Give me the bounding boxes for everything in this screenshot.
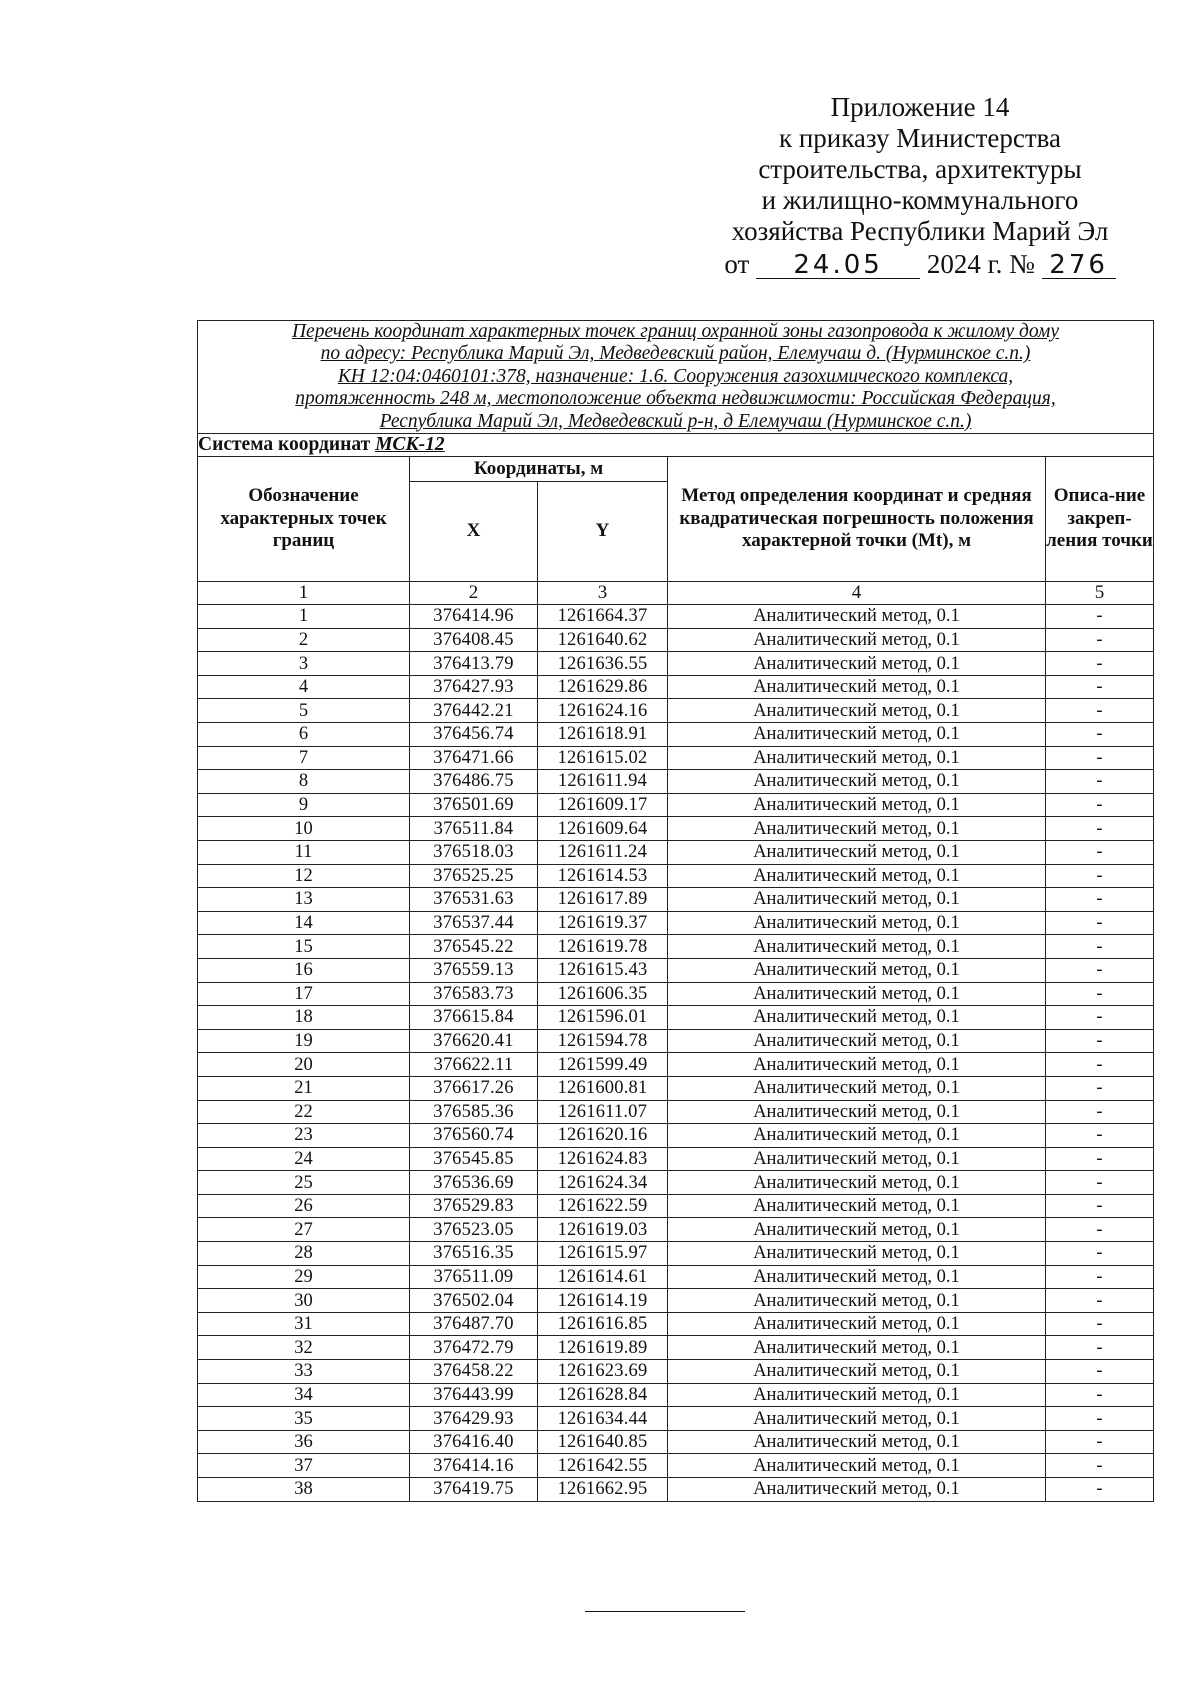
table-row bbox=[198, 840, 1154, 864]
description-cell: - bbox=[1046, 699, 1154, 723]
column-number: 5 bbox=[1046, 582, 1154, 605]
method-cell: Аналитический метод, 0.1 bbox=[668, 1312, 1046, 1336]
column-number-row bbox=[198, 582, 1154, 605]
coordinate-system-row bbox=[198, 434, 1154, 457]
method-cell: Аналитический метод, 0.1 bbox=[668, 1218, 1046, 1242]
point-cell: 36 bbox=[198, 1430, 410, 1454]
y-cell: 1261624.16 bbox=[538, 699, 668, 723]
description-cell: - bbox=[1046, 1454, 1154, 1478]
y-cell: 1261615.97 bbox=[538, 1242, 668, 1266]
x-cell: 376518.03 bbox=[410, 840, 538, 864]
method-cell: Аналитический метод, 0.1 bbox=[668, 1407, 1046, 1431]
table-row bbox=[198, 1053, 1154, 1077]
table-row bbox=[198, 793, 1154, 817]
y-cell: 1261606.35 bbox=[538, 982, 668, 1006]
point-cell: 11 bbox=[198, 840, 410, 864]
description-cell: - bbox=[1046, 1289, 1154, 1313]
appendix-header bbox=[700, 92, 1140, 280]
description-cell: - bbox=[1046, 911, 1154, 935]
description-cell: - bbox=[1046, 1006, 1154, 1030]
y-cell: 1261662.95 bbox=[538, 1478, 668, 1502]
point-cell: 18 bbox=[198, 1006, 410, 1030]
point-cell: 32 bbox=[198, 1336, 410, 1360]
description-cell: - bbox=[1046, 864, 1154, 888]
y-cell: 1261611.07 bbox=[538, 1100, 668, 1124]
point-cell: 6 bbox=[198, 723, 410, 747]
y-cell: 1261616.85 bbox=[538, 1312, 668, 1336]
description-cell: - bbox=[1046, 1242, 1154, 1266]
point-cell: 29 bbox=[198, 1265, 410, 1289]
x-cell: 376511.09 bbox=[410, 1265, 538, 1289]
method-cell: Аналитический метод, 0.1 bbox=[668, 1194, 1046, 1218]
table-row bbox=[198, 1336, 1154, 1360]
method-cell: Аналитический метод, 0.1 bbox=[668, 723, 1046, 747]
y-cell: 1261624.83 bbox=[538, 1147, 668, 1171]
date-prefix: от bbox=[724, 249, 750, 279]
x-cell: 376443.99 bbox=[410, 1383, 538, 1407]
description-cell: - bbox=[1046, 935, 1154, 959]
description-cell: - bbox=[1046, 652, 1154, 676]
point-cell: 2 bbox=[198, 628, 410, 652]
x-cell: 376429.93 bbox=[410, 1407, 538, 1431]
method-cell: Аналитический метод, 0.1 bbox=[668, 840, 1046, 864]
table-row bbox=[198, 1312, 1154, 1336]
method-cell: Аналитический метод, 0.1 bbox=[668, 1171, 1046, 1195]
table-row bbox=[198, 1171, 1154, 1195]
y-cell: 1261614.61 bbox=[538, 1265, 668, 1289]
y-cell: 1261628.84 bbox=[538, 1383, 668, 1407]
x-cell: 376456.74 bbox=[410, 723, 538, 747]
y-cell: 1261624.34 bbox=[538, 1171, 668, 1195]
x-cell: 376408.45 bbox=[410, 628, 538, 652]
point-cell: 33 bbox=[198, 1360, 410, 1384]
point-cell: 4 bbox=[198, 675, 410, 699]
table-row bbox=[198, 911, 1154, 935]
appendix-ministry-line-3: хозяйства Республики Марий Эл bbox=[731, 216, 1109, 246]
order-year-label: 2024 г. № bbox=[926, 249, 1035, 279]
method-cell: Аналитический метод, 0.1 bbox=[668, 1029, 1046, 1053]
column-number: 3 bbox=[538, 582, 668, 605]
table-row bbox=[198, 1147, 1154, 1171]
method-cell: Аналитический метод, 0.1 bbox=[668, 1242, 1046, 1266]
x-cell: 376531.63 bbox=[410, 888, 538, 912]
y-cell: 1261664.37 bbox=[538, 605, 668, 629]
method-cell: Аналитический метод, 0.1 bbox=[668, 1053, 1046, 1077]
point-cell: 10 bbox=[198, 817, 410, 841]
point-cell: 23 bbox=[198, 1124, 410, 1148]
table-row bbox=[198, 746, 1154, 770]
point-cell: 12 bbox=[198, 864, 410, 888]
method-cell: Аналитический метод, 0.1 bbox=[668, 793, 1046, 817]
description-cell: - bbox=[1046, 746, 1154, 770]
column-number: 2 bbox=[410, 582, 538, 605]
x-cell: 376617.26 bbox=[410, 1076, 538, 1100]
point-cell: 30 bbox=[198, 1289, 410, 1313]
description-cell: - bbox=[1046, 1430, 1154, 1454]
table-row bbox=[198, 1454, 1154, 1478]
y-cell: 1261619.37 bbox=[538, 911, 668, 935]
point-cell: 21 bbox=[198, 1076, 410, 1100]
table-row bbox=[198, 1006, 1154, 1030]
method-cell: Аналитический метод, 0.1 bbox=[668, 628, 1046, 652]
point-cell: 38 bbox=[198, 1478, 410, 1502]
column-number: 4 bbox=[668, 582, 1046, 605]
point-cell: 22 bbox=[198, 1100, 410, 1124]
x-cell: 376559.13 bbox=[410, 958, 538, 982]
x-cell: 376419.75 bbox=[410, 1478, 538, 1502]
x-cell: 376414.16 bbox=[410, 1454, 538, 1478]
method-cell: Аналитический метод, 0.1 bbox=[668, 864, 1046, 888]
coordinates-table bbox=[197, 320, 1154, 1502]
point-cell: 17 bbox=[198, 982, 410, 1006]
y-cell: 1261599.49 bbox=[538, 1053, 668, 1077]
table-title-line: Республика Марий Эл, Медведевский р-н, д Елемучаш (Нурминское с.п.) bbox=[379, 410, 972, 432]
method-cell: Аналитический метод, 0.1 bbox=[668, 652, 1046, 676]
method-cell: Аналитический метод, 0.1 bbox=[668, 888, 1046, 912]
description-cell: - bbox=[1046, 1336, 1154, 1360]
method-cell: Аналитический метод, 0.1 bbox=[668, 699, 1046, 723]
x-cell: 376471.66 bbox=[410, 746, 538, 770]
x-cell: 376427.93 bbox=[410, 675, 538, 699]
description-cell: - bbox=[1046, 1265, 1154, 1289]
coordinate-system-label: Система координат bbox=[198, 434, 371, 456]
y-cell: 1261600.81 bbox=[538, 1076, 668, 1100]
y-cell: 1261640.62 bbox=[538, 628, 668, 652]
method-cell: Аналитический метод, 0.1 bbox=[668, 605, 1046, 629]
method-cell: Аналитический метод, 0.1 bbox=[668, 982, 1046, 1006]
y-cell: 1261615.43 bbox=[538, 958, 668, 982]
description-cell: - bbox=[1046, 1147, 1154, 1171]
x-cell: 376583.73 bbox=[410, 982, 538, 1006]
table-row bbox=[198, 605, 1154, 629]
column-number: 1 bbox=[198, 582, 410, 605]
method-cell: Аналитический метод, 0.1 bbox=[668, 1076, 1046, 1100]
appendix-title: Приложение 14 bbox=[830, 92, 1010, 122]
x-cell: 376537.44 bbox=[410, 911, 538, 935]
description-cell: - bbox=[1046, 1124, 1154, 1148]
method-cell: Аналитический метод, 0.1 bbox=[668, 1289, 1046, 1313]
coordinate-rows bbox=[198, 605, 1154, 1502]
point-cell: 16 bbox=[198, 958, 410, 982]
description-cell: - bbox=[1046, 675, 1154, 699]
point-cell: 8 bbox=[198, 770, 410, 794]
table-row bbox=[198, 1194, 1154, 1218]
x-cell: 376516.35 bbox=[410, 1242, 538, 1266]
table-row bbox=[198, 628, 1154, 652]
point-cell: 1 bbox=[198, 605, 410, 629]
handwritten-order-date: 24.05 bbox=[756, 252, 920, 279]
point-cell: 28 bbox=[198, 1242, 410, 1266]
description-cell: - bbox=[1046, 982, 1154, 1006]
table-row bbox=[198, 982, 1154, 1006]
y-cell: 1261629.86 bbox=[538, 675, 668, 699]
y-cell: 1261636.55 bbox=[538, 652, 668, 676]
table-row bbox=[198, 1029, 1154, 1053]
table-title-line: Перечень координат характерных точек границ охранной зоны газопровода к жилому дому bbox=[291, 321, 1060, 342]
table-row bbox=[198, 699, 1154, 723]
table-row bbox=[198, 1076, 1154, 1100]
point-cell: 20 bbox=[198, 1053, 410, 1077]
method-cell: Аналитический метод, 0.1 bbox=[668, 1265, 1046, 1289]
table-row bbox=[198, 1430, 1154, 1454]
table-row bbox=[198, 864, 1154, 888]
table-row bbox=[198, 1383, 1154, 1407]
method-cell: Аналитический метод, 0.1 bbox=[668, 1006, 1046, 1030]
table-row bbox=[198, 1124, 1154, 1148]
x-cell: 376523.05 bbox=[410, 1218, 538, 1242]
x-cell: 376620.41 bbox=[410, 1029, 538, 1053]
table-row bbox=[198, 935, 1154, 959]
footer-divider bbox=[585, 1611, 745, 1612]
method-cell: Аналитический метод, 0.1 bbox=[668, 1336, 1046, 1360]
y-cell: 1261618.91 bbox=[538, 723, 668, 747]
y-cell: 1261640.85 bbox=[538, 1430, 668, 1454]
y-cell: 1261611.94 bbox=[538, 770, 668, 794]
method-cell: Аналитический метод, 0.1 bbox=[668, 1478, 1046, 1502]
x-cell: 376413.79 bbox=[410, 652, 538, 676]
method-cell: Аналитический метод, 0.1 bbox=[668, 746, 1046, 770]
x-cell: 376545.22 bbox=[410, 935, 538, 959]
x-cell: 376502.04 bbox=[410, 1289, 538, 1313]
description-cell: - bbox=[1046, 605, 1154, 629]
x-cell: 376414.96 bbox=[410, 605, 538, 629]
x-cell: 376615.84 bbox=[410, 1006, 538, 1030]
table-row bbox=[198, 1360, 1154, 1384]
table-title bbox=[198, 321, 1154, 434]
header-description: Описа-ние закреп-ления точки bbox=[1046, 457, 1154, 582]
table-row bbox=[198, 1407, 1154, 1431]
y-cell: 1261611.24 bbox=[538, 840, 668, 864]
table-row bbox=[198, 1265, 1154, 1289]
description-cell: - bbox=[1046, 888, 1154, 912]
description-cell: - bbox=[1046, 1383, 1154, 1407]
description-cell: - bbox=[1046, 793, 1154, 817]
y-cell: 1261642.55 bbox=[538, 1454, 668, 1478]
y-cell: 1261623.69 bbox=[538, 1360, 668, 1384]
x-cell: 376585.36 bbox=[410, 1100, 538, 1124]
x-cell: 376486.75 bbox=[410, 770, 538, 794]
point-cell: 35 bbox=[198, 1407, 410, 1431]
point-cell: 5 bbox=[198, 699, 410, 723]
y-cell: 1261619.03 bbox=[538, 1218, 668, 1242]
table-row bbox=[198, 888, 1154, 912]
y-cell: 1261619.89 bbox=[538, 1336, 668, 1360]
header-y: Y bbox=[538, 482, 668, 582]
description-cell: - bbox=[1046, 1312, 1154, 1336]
x-cell: 376560.74 bbox=[410, 1124, 538, 1148]
table-row bbox=[198, 1289, 1154, 1313]
table-row bbox=[198, 1242, 1154, 1266]
description-cell: - bbox=[1046, 628, 1154, 652]
y-cell: 1261615.02 bbox=[538, 746, 668, 770]
table-title-line: по адресу: Республика Марий Эл, Медведевский район, Елемучаш д. (Нурминское с.п.) bbox=[320, 343, 1031, 365]
method-cell: Аналитический метод, 0.1 bbox=[668, 675, 1046, 699]
header-coordinates: Координаты, м bbox=[410, 457, 668, 482]
method-cell: Аналитический метод, 0.1 bbox=[668, 1454, 1046, 1478]
description-cell: - bbox=[1046, 1478, 1154, 1502]
point-cell: 24 bbox=[198, 1147, 410, 1171]
table-row bbox=[198, 1478, 1154, 1502]
table-row bbox=[198, 723, 1154, 747]
handwritten-order-number: 276 bbox=[1042, 252, 1116, 279]
table-row bbox=[198, 1100, 1154, 1124]
table-title-line: КН 12:04:0460101:378, назначение: 1.6. Сооружения газохимического комплекса, bbox=[337, 365, 1014, 387]
x-cell: 376529.83 bbox=[410, 1194, 538, 1218]
point-cell: 37 bbox=[198, 1454, 410, 1478]
description-cell: - bbox=[1046, 723, 1154, 747]
y-cell: 1261619.78 bbox=[538, 935, 668, 959]
appendix-ministry-line-1: строительства, архитектуры bbox=[758, 154, 1082, 184]
method-cell: Аналитический метод, 0.1 bbox=[668, 1360, 1046, 1384]
method-cell: Аналитический метод, 0.1 bbox=[668, 817, 1046, 841]
point-cell: 27 bbox=[198, 1218, 410, 1242]
y-cell: 1261622.59 bbox=[538, 1194, 668, 1218]
method-cell: Аналитический метод, 0.1 bbox=[668, 770, 1046, 794]
x-cell: 376525.25 bbox=[410, 864, 538, 888]
table-row bbox=[198, 1218, 1154, 1242]
x-cell: 376472.79 bbox=[410, 1336, 538, 1360]
x-cell: 376511.84 bbox=[410, 817, 538, 841]
y-cell: 1261617.89 bbox=[538, 888, 668, 912]
method-cell: Аналитический метод, 0.1 bbox=[668, 1430, 1046, 1454]
y-cell: 1261609.64 bbox=[538, 817, 668, 841]
point-cell: 14 bbox=[198, 911, 410, 935]
description-cell: - bbox=[1046, 1360, 1154, 1384]
description-cell: - bbox=[1046, 840, 1154, 864]
table-row bbox=[198, 652, 1154, 676]
description-cell: - bbox=[1046, 958, 1154, 982]
point-cell: 9 bbox=[198, 793, 410, 817]
y-cell: 1261609.17 bbox=[538, 793, 668, 817]
y-cell: 1261614.19 bbox=[538, 1289, 668, 1313]
method-cell: Аналитический метод, 0.1 bbox=[668, 1100, 1046, 1124]
point-cell: 26 bbox=[198, 1194, 410, 1218]
description-cell: - bbox=[1046, 1194, 1154, 1218]
description-cell: - bbox=[1046, 1053, 1154, 1077]
table-title-line: протяженность 248 м, местоположение объекта недвижимости: Российская Федерация, bbox=[295, 388, 1056, 410]
description-cell: - bbox=[1046, 1407, 1154, 1431]
y-cell: 1261596.01 bbox=[538, 1006, 668, 1030]
description-cell: - bbox=[1046, 1218, 1154, 1242]
point-cell: 7 bbox=[198, 746, 410, 770]
coordinate-system-name: МСК-12 bbox=[375, 434, 445, 456]
description-cell: - bbox=[1046, 770, 1154, 794]
appendix-ministry-line-2: и жилищно-коммунального bbox=[761, 185, 1079, 215]
description-cell: - bbox=[1046, 1029, 1154, 1053]
x-cell: 376442.21 bbox=[410, 699, 538, 723]
y-cell: 1261614.53 bbox=[538, 864, 668, 888]
x-cell: 376416.40 bbox=[410, 1430, 538, 1454]
header-point-designation: Обозначение характерных точек границ bbox=[198, 457, 410, 582]
point-cell: 34 bbox=[198, 1383, 410, 1407]
x-cell: 376545.85 bbox=[410, 1147, 538, 1171]
appendix-order-ref: к приказу Министерства bbox=[778, 123, 1062, 153]
table-row bbox=[198, 958, 1154, 982]
y-cell: 1261620.16 bbox=[538, 1124, 668, 1148]
description-cell: - bbox=[1046, 1076, 1154, 1100]
table-row bbox=[198, 770, 1154, 794]
description-cell: - bbox=[1046, 817, 1154, 841]
point-cell: 3 bbox=[198, 652, 410, 676]
table-row bbox=[198, 817, 1154, 841]
description-cell: - bbox=[1046, 1100, 1154, 1124]
description-cell: - bbox=[1046, 1171, 1154, 1195]
x-cell: 376622.11 bbox=[410, 1053, 538, 1077]
method-cell: Аналитический метод, 0.1 bbox=[668, 1124, 1046, 1148]
point-cell: 13 bbox=[198, 888, 410, 912]
y-cell: 1261634.44 bbox=[538, 1407, 668, 1431]
table-row bbox=[198, 675, 1154, 699]
x-cell: 376536.69 bbox=[410, 1171, 538, 1195]
method-cell: Аналитический метод, 0.1 bbox=[668, 935, 1046, 959]
x-cell: 376458.22 bbox=[410, 1360, 538, 1384]
point-cell: 25 bbox=[198, 1171, 410, 1195]
method-cell: Аналитический метод, 0.1 bbox=[668, 1383, 1046, 1407]
point-cell: 15 bbox=[198, 935, 410, 959]
x-cell: 376501.69 bbox=[410, 793, 538, 817]
point-cell: 31 bbox=[198, 1312, 410, 1336]
order-date-line bbox=[700, 249, 1140, 280]
method-cell: Аналитический метод, 0.1 bbox=[668, 1147, 1046, 1171]
y-cell: 1261594.78 bbox=[538, 1029, 668, 1053]
point-cell: 19 bbox=[198, 1029, 410, 1053]
method-cell: Аналитический метод, 0.1 bbox=[668, 911, 1046, 935]
header-method: Метод определения координат и средняя квадратическая погрешность положения характерной точки (Mt), м bbox=[668, 457, 1046, 582]
method-cell: Аналитический метод, 0.1 bbox=[668, 958, 1046, 982]
x-cell: 376487.70 bbox=[410, 1312, 538, 1336]
header-x: X bbox=[410, 482, 538, 582]
